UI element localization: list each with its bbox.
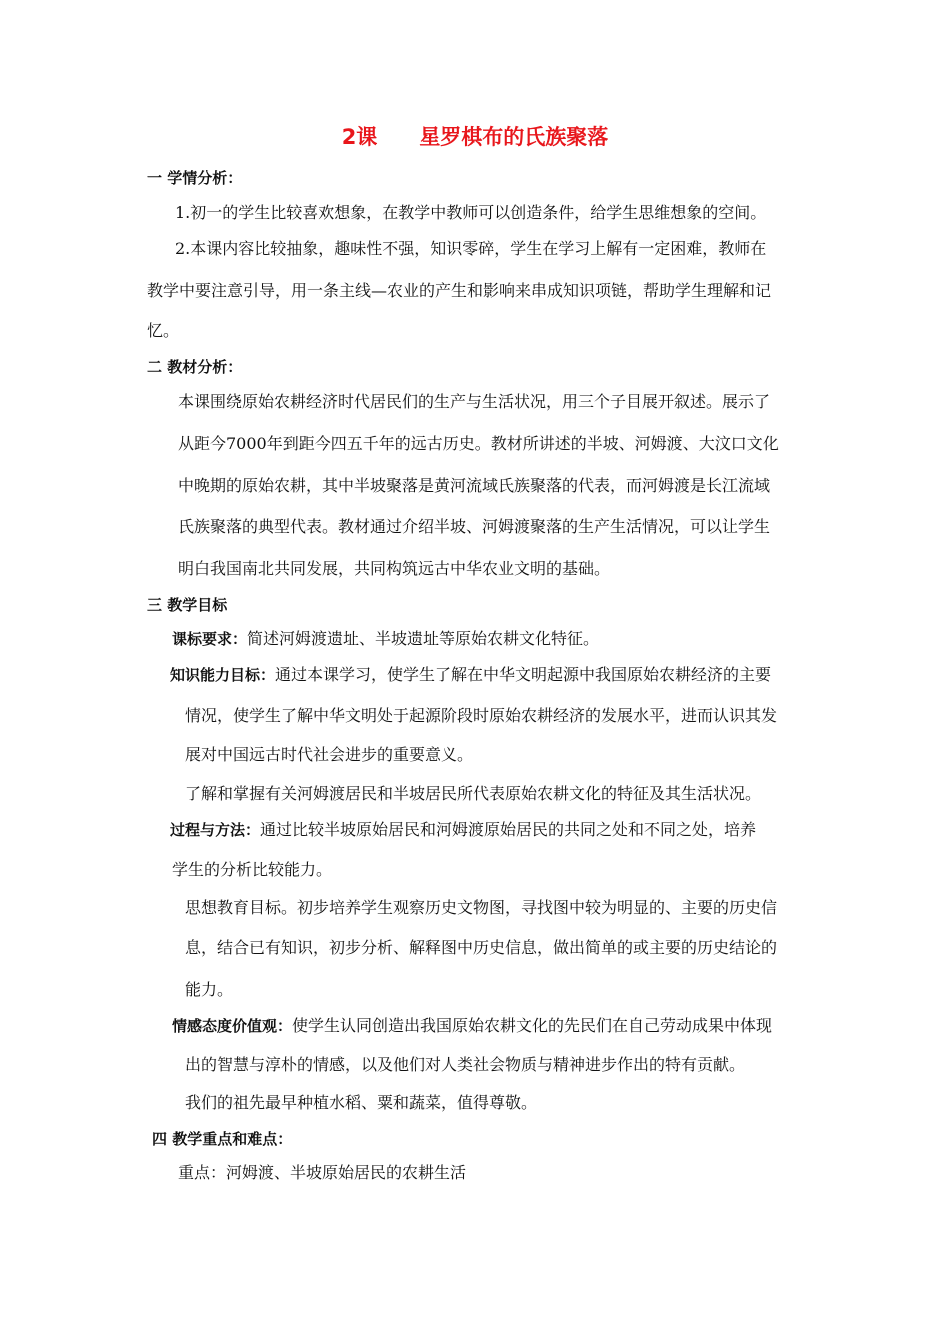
- s2-line-2: 从距今7000年到距今四五千年的远古历史。教材所讲述的半坡、河姆渡、大汶口文化: [178, 434, 779, 453]
- s3-zhishi-line-3: 展对中国远古时代社会进步的重要意义。: [185, 745, 474, 764]
- s3-zhishi-line-4: 了解和掌握有关河姆渡居民和半坡居民所代表原始农耕文化的特征及其生活状况。: [185, 784, 762, 803]
- section-2-heading: 二 教材分析：: [147, 358, 243, 376]
- s3-qinggan-line-1: [172, 1016, 772, 1036]
- s3-sixiang-line-1: 思想教育目标。初步培养学生观察历史文物图，寻找图中较为明显的、主要的历史信: [185, 898, 778, 917]
- s3-kebiao-line: [172, 629, 599, 649]
- lesson-name: 星罗棋布的氏族聚落: [419, 125, 609, 149]
- section-3-heading: 三 教学目标: [147, 596, 228, 614]
- s3-zhishi-line-2: 情况，使学生了解中华文明处于起源阶段时原始农耕经济的发展水平，进而认识其发: [185, 706, 778, 725]
- guocheng-text-1: 通过比较半坡原始居民和河姆渡原始居民的共同之处和不同之处，培养: [260, 820, 757, 839]
- s3-guocheng-line-1: [170, 820, 756, 840]
- section-4-heading: 四 教学重点和难点：: [152, 1130, 293, 1148]
- section-1-heading: 一 学情分析：: [147, 169, 243, 187]
- s2-line-5: 明白我国南北共同发展，共同构筑远古中华农业文明的基础。: [178, 559, 611, 578]
- s1-line-4: 忆。: [147, 321, 180, 340]
- lesson-number: 2课: [341, 125, 378, 149]
- s1-line-3: 教学中要注意引导，用一条主线—农业的产生和影响来串成知识项链，帮助学生理解和记: [147, 281, 772, 300]
- zhishi-label: 知识能力目标：: [170, 666, 276, 684]
- s2-line-3: 中晚期的原始农耕，其中半坡聚落是黄河流域氏族聚落的代表，而河姆渡是长江流域: [178, 476, 771, 495]
- s3-zhishi-line-1: [170, 665, 771, 685]
- kebiao-text: 简述河姆渡遗址、半坡遗址等原始农耕文化特征。: [247, 629, 600, 648]
- s3-qinggan-line-3: 我们的祖先最早种植水稻、粟和蔬菜，值得尊敬。: [185, 1093, 538, 1112]
- kebiao-label: 课标要求：: [172, 630, 248, 648]
- s2-line-4: 氏族聚落的典型代表。教材通过介绍半坡、河姆渡聚落的生产生活情况，可以让学生: [178, 517, 771, 536]
- s3-sixiang-line-2: 息，结合已有知识，初步分析、解释图中历史信息，做出简单的或主要的历史结论的: [185, 938, 778, 957]
- qinggan-text-1: 使学生认同创造出我国原始农耕文化的先民们在自己劳动成果中体现: [292, 1016, 773, 1035]
- s2-line-1: 本课围绕原始农耕经济时代居民们的生产与生活状况，用三个子目展开叙述。展示了: [178, 392, 771, 411]
- qinggan-label: 情感态度价值观：: [172, 1017, 293, 1035]
- s3-guocheng-line-2: 学生的分析比较能力。: [172, 860, 333, 879]
- s4-line-1: 重点：河姆渡、半坡原始居民的农耕生活: [178, 1163, 467, 1182]
- guocheng-label: 过程与方法：: [170, 821, 261, 839]
- s3-qinggan-line-2: 出的智慧与淳朴的情感，以及他们对人类社会物质与精神进步作出的特有贡献。: [185, 1055, 746, 1074]
- page-title: [0, 124, 950, 150]
- s3-sixiang-line-3: 能力。: [185, 980, 234, 999]
- s1-line-2: 2.本课内容比较抽象，趣味性不强，知识零碎，学生在学习上解有一定困难，教师在: [175, 239, 767, 258]
- s1-line-1: 1.初一的学生比较喜欢想象，在教学中教师可以创造条件，给学生思维想象的空间。: [175, 203, 767, 222]
- zhishi-text-1: 通过本课学习，使学生了解在中华文明起源中我国原始农耕经济的主要: [275, 665, 772, 684]
